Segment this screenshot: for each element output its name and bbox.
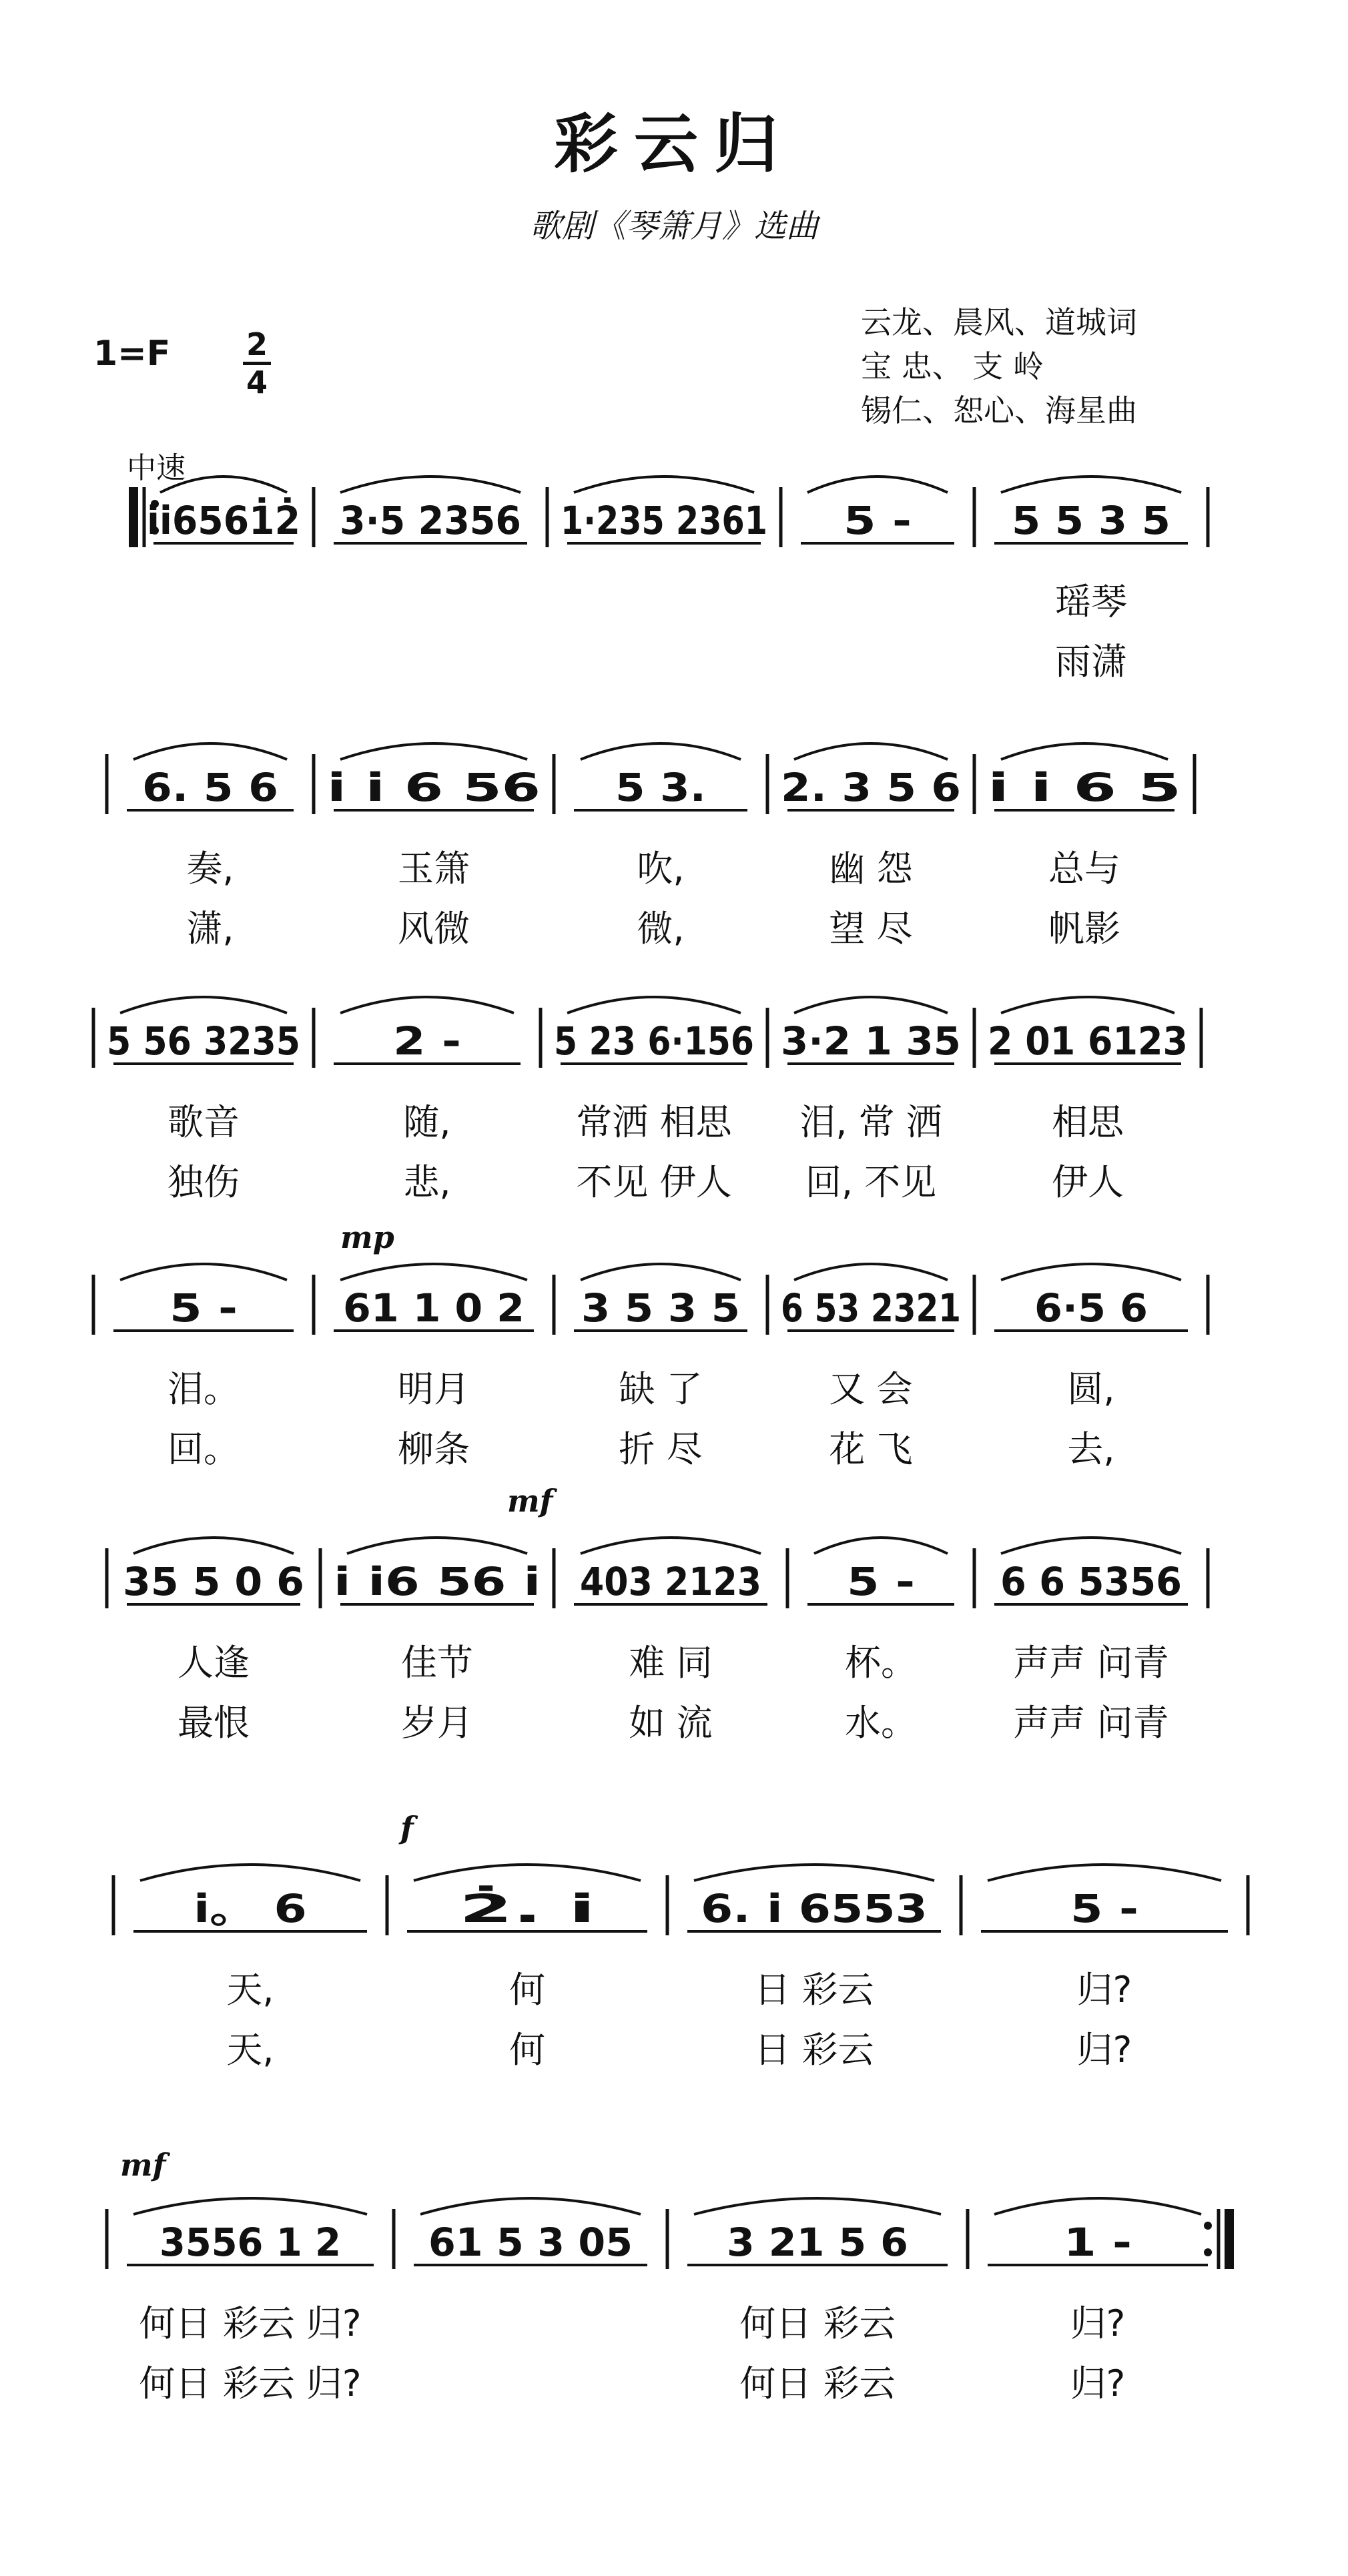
- slur: [807, 476, 948, 493]
- lyric-verse-2: 何日 彩云: [739, 2362, 896, 2404]
- lyric-verse-2: 归?: [1070, 2362, 1126, 2404]
- slur: [340, 743, 527, 759]
- slur: [1001, 743, 1168, 759]
- lyric-verse-2: 不见 伊人: [576, 1161, 732, 1203]
- measure-notes: 5 -: [844, 498, 912, 543]
- lyric-verse-1: 归?: [1070, 2302, 1126, 2344]
- lyric-verse-2: 何: [509, 2029, 545, 2071]
- lyric-verse-1: 又 会: [829, 1368, 913, 1410]
- slur: [581, 1264, 741, 1280]
- lyric-verse-2: 归?: [1076, 2029, 1132, 2071]
- measure-notes: 5 5 3 5: [1012, 498, 1170, 543]
- lyric-verse-2: 岁月: [401, 1702, 473, 1744]
- measure-notes: 5 56 3235: [107, 1018, 300, 1064]
- dynamic-marking: f: [400, 1810, 414, 1846]
- measure-notes: 5 3.: [615, 765, 706, 810]
- slur: [567, 997, 741, 1013]
- measure-notes: 1·235 2361: [561, 498, 767, 543]
- measure-notes: 6. 5 6: [142, 765, 278, 810]
- time-signature-bottom: 4: [246, 364, 268, 400]
- lyric-verse-1: 瑶琴: [1055, 581, 1127, 623]
- slur: [120, 1264, 287, 1280]
- slur: [120, 997, 287, 1013]
- slur: [160, 476, 287, 493]
- lyric-verse-2: 微,: [637, 908, 685, 950]
- credit-line: 云龙、晨风、道城词: [861, 304, 1137, 340]
- measure-notes: 3 21 5 6: [727, 2220, 908, 2265]
- lyric-verse-2: 何日 彩云 归?: [139, 2362, 362, 2404]
- lyric-verse-2: 去,: [1067, 1428, 1115, 1470]
- lyric-verse-1: 吹,: [637, 848, 685, 890]
- lyric-verse-1: 玉箫: [398, 848, 470, 890]
- lyric-verse-2: 花 飞: [829, 1428, 913, 1470]
- slur: [133, 743, 287, 759]
- measure-notes: i̇ i̇ 6 56: [327, 765, 541, 810]
- lyric-verse-1: 人逢: [178, 1642, 250, 1684]
- lyric-verse-2: 回, 不见: [805, 1161, 937, 1203]
- lyric-verse-2: 回。: [167, 1428, 240, 1470]
- lyric-verse-2: 柳条: [398, 1428, 470, 1470]
- lyric-verse-1: 难 同: [629, 1642, 713, 1684]
- slur: [414, 1865, 641, 1881]
- lyric-verse-2: 折 尽: [619, 1428, 703, 1470]
- slur: [140, 1865, 360, 1881]
- measure-notes: 6 53 2321: [781, 1285, 961, 1331]
- lyric-verse-1: 何日 彩云: [739, 2302, 896, 2344]
- slur: [794, 1264, 948, 1280]
- measure-notes: 2 01 6123: [988, 1018, 1188, 1064]
- dynamic-marking: mf: [120, 2147, 166, 2183]
- lyric-verse-2: 如 流: [629, 1702, 713, 1744]
- lyric-verse-1: 缺 了: [619, 1368, 703, 1410]
- lyric-verse-2: 潇,: [186, 908, 234, 950]
- slur: [340, 1264, 527, 1280]
- measure-notes: 2. 3 5 6: [781, 765, 961, 810]
- measure-notes: 61 1 0 2: [343, 1285, 525, 1331]
- measure-notes: 6 6 5356: [1000, 1559, 1182, 1604]
- measure-notes: 403 2123: [580, 1559, 761, 1604]
- lyric-verse-1: 相思: [1052, 1101, 1124, 1143]
- measure-notes: i̇i̇6561̇2̇: [147, 498, 308, 543]
- measure-notes: 5 -: [847, 1559, 915, 1604]
- lyric-verse-1: 归?: [1076, 1969, 1132, 2011]
- time-signature-top: 2: [246, 326, 268, 362]
- lyric-verse-1: 歌音: [167, 1101, 240, 1143]
- measure-notes: 5 -: [1070, 1886, 1138, 1931]
- measure-notes: 1 -: [1064, 2220, 1132, 2265]
- slur: [574, 476, 754, 493]
- lyric-verse-2: 日 彩云: [754, 2029, 874, 2071]
- dynamic-marking: mp: [340, 1219, 394, 1255]
- slur: [340, 997, 514, 1013]
- slur: [133, 1538, 294, 1554]
- measure-notes: i̇ i̇ 6 5: [988, 765, 1181, 810]
- measure-notes: i̇ i̇6 56 i̇: [334, 1559, 541, 1604]
- measure-notes: 35 5 0 6: [123, 1559, 304, 1604]
- lyric-verse-2: 望 尽: [829, 908, 913, 950]
- lyric-verse-1: 佳节: [401, 1642, 473, 1684]
- lyric-verse-2: 伊人: [1052, 1161, 1124, 1203]
- song-title: 彩云归: [554, 106, 794, 182]
- lyric-verse-1: 常洒 相思: [576, 1101, 732, 1143]
- slur: [694, 2198, 941, 2214]
- lyric-verse-1: 何日 彩云 归?: [139, 2302, 362, 2344]
- lyric-verse-1: 明月: [398, 1368, 470, 1410]
- lyric-verse-2: 风微: [398, 908, 470, 950]
- slur: [1001, 1264, 1181, 1280]
- slur: [694, 1865, 934, 1881]
- slur: [420, 2198, 641, 2214]
- credit-line: 锡仁、恕心、海星曲: [861, 392, 1137, 428]
- measure-notes: 3 5 3 5: [581, 1285, 740, 1331]
- lyric-verse-2: 独伤: [167, 1161, 240, 1203]
- slur: [988, 1865, 1221, 1881]
- slur: [1001, 997, 1174, 1013]
- repeat-dot: [1204, 2222, 1212, 2230]
- lyric-verse-1: 泪。: [167, 1368, 240, 1410]
- dynamic-marking: mf: [507, 1483, 553, 1519]
- measure-notes: 6·5 6: [1034, 1285, 1148, 1331]
- lyric-verse-1: 总与: [1048, 848, 1120, 890]
- measure-notes: i̇。 6: [194, 1886, 307, 1931]
- lyric-verse-1: 何: [509, 1969, 545, 2011]
- lyric-verse-1: 泪, 常 洒: [799, 1101, 942, 1143]
- repeat-dot: [1204, 2248, 1212, 2256]
- lyric-verse-2: 水。: [845, 1702, 917, 1744]
- slur: [794, 743, 948, 759]
- slur: [994, 2198, 1201, 2214]
- lyric-verse-2: 最恨: [178, 1702, 250, 1744]
- lyric-verse-2: 天,: [226, 2029, 274, 2071]
- lyric-verse-1: 奏,: [186, 848, 234, 890]
- lyric-verse-1: 天,: [226, 1969, 274, 2011]
- slur: [1001, 1538, 1181, 1554]
- slur: [347, 1538, 527, 1554]
- lyric-verse-2: 悲,: [403, 1161, 451, 1203]
- lyric-verse-2: 声声 问青: [1013, 1702, 1169, 1744]
- song-subtitle: 歌剧《琴箫月》选曲: [529, 208, 818, 245]
- measure-notes: 61 5 3 05: [428, 2220, 633, 2265]
- lyric-verse-1: 声声 问青: [1013, 1642, 1169, 1684]
- measure-notes: 2̇. i̇: [459, 1886, 528, 1931]
- tempo-marking: 中速: [127, 451, 186, 485]
- lyric-verse-1: 日 彩云: [754, 1969, 874, 2011]
- lyric-verse-1: 圆,: [1067, 1368, 1115, 1410]
- slur: [581, 1538, 761, 1554]
- measure-notes: 3556 1 2: [159, 2220, 341, 2265]
- measure-notes: 2 -: [393, 1018, 461, 1064]
- credit-line: 宝 忠、 支 岭: [861, 348, 1044, 384]
- slur: [581, 743, 741, 759]
- lyric-verse-1: 幽 怨: [829, 848, 913, 890]
- measure-notes: 5 23 6·156: [554, 1018, 754, 1064]
- slur: [814, 1538, 948, 1554]
- measure-notes: 6. i̇ 6553: [701, 1886, 928, 1931]
- slur: [794, 997, 948, 1013]
- lyric-verse-2: 帆影: [1048, 908, 1120, 950]
- lyric-verse-2: 雨潇: [1055, 641, 1127, 683]
- key-signature: 1=F: [93, 334, 171, 374]
- slur: [1001, 476, 1181, 493]
- measure-notes: 5 -: [170, 1285, 238, 1331]
- measure-notes: 3·5 2356: [340, 498, 521, 543]
- slur: [133, 2198, 367, 2214]
- lyric-verse-1: 随,: [403, 1101, 451, 1143]
- slur: [340, 476, 521, 493]
- measure-notes: 3·2 1 35: [781, 1018, 961, 1064]
- lyric-verse-1: 杯。: [845, 1642, 917, 1684]
